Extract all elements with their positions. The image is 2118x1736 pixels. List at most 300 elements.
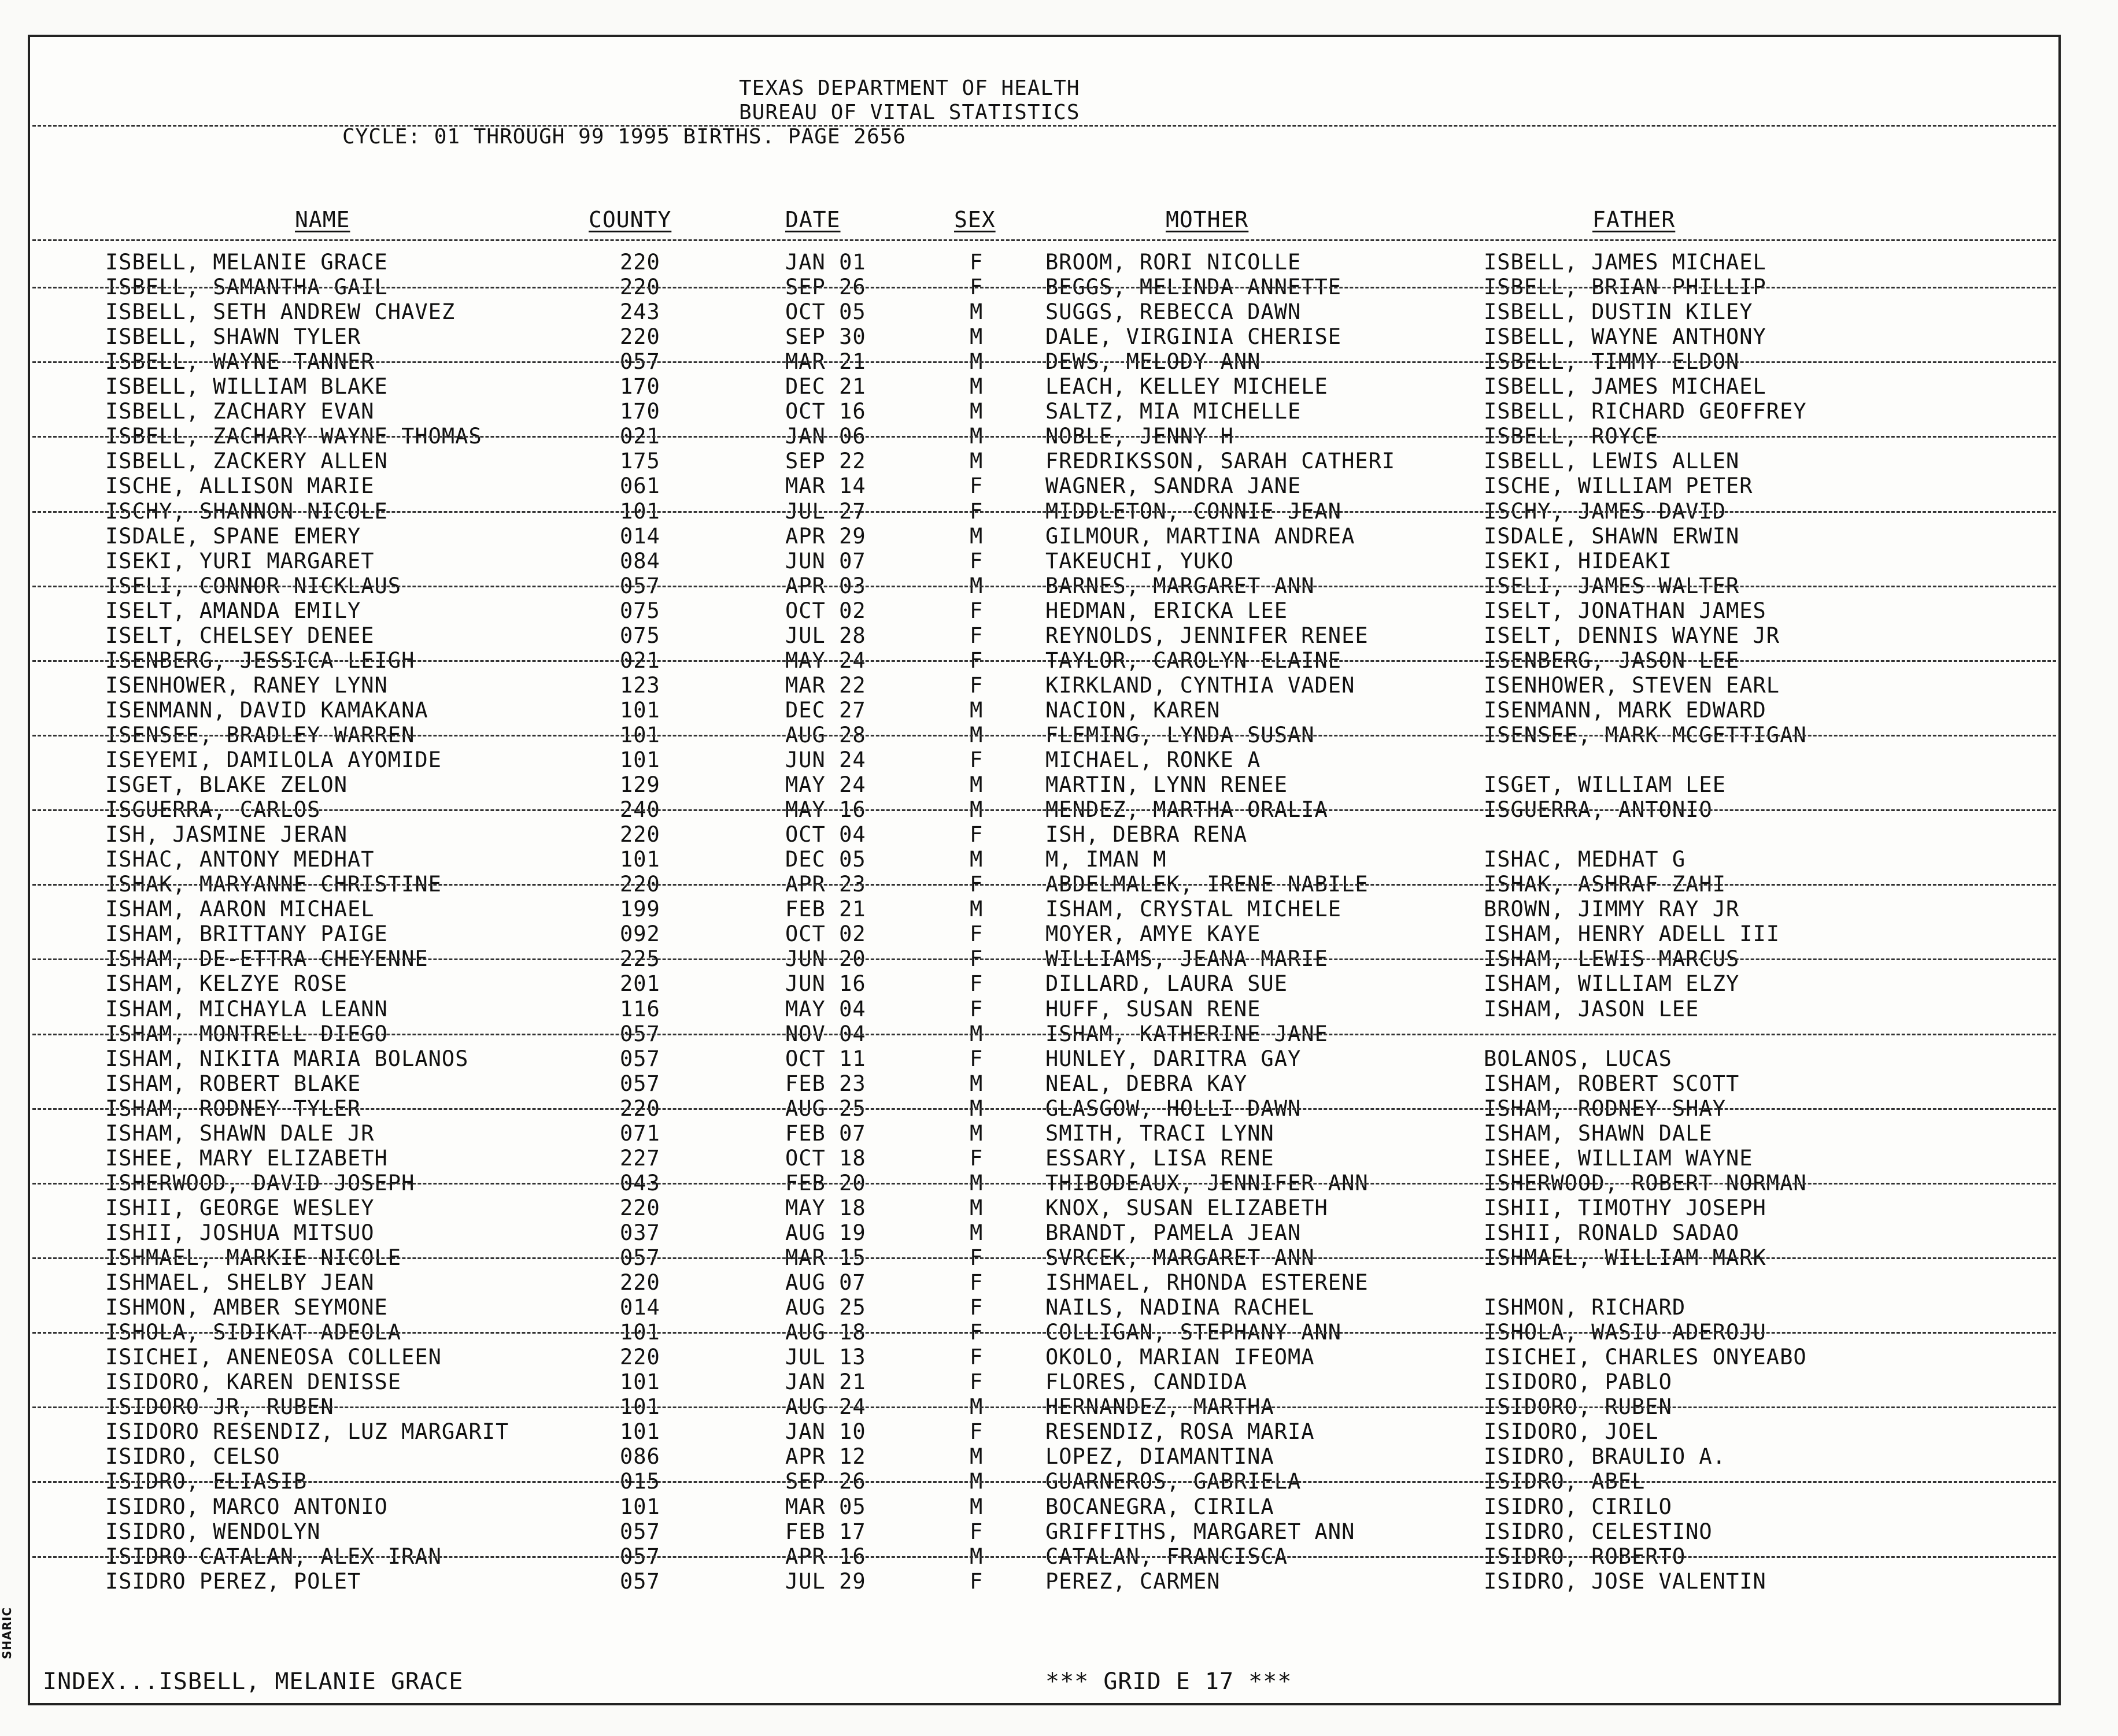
cell-sex: M: [970, 1394, 984, 1420]
cell-name: ISHAM, MONTRELL DIEGO: [105, 1021, 388, 1046]
cell-date: JAN 06: [785, 424, 866, 449]
cell-date: MAR 14: [785, 473, 866, 499]
table-row: [30, 324, 2058, 349]
cell-mother: GLASGOW, HOLLI DAWN: [1045, 1095, 1302, 1121]
cell-date: OCT 04: [785, 822, 866, 847]
column-header-divider: [32, 239, 2056, 241]
table-row: [30, 549, 2058, 573]
cell-county: 220: [620, 872, 660, 897]
cell-mother: KIRKLAND, CYNTHIA VADEN: [1045, 672, 1355, 698]
cell-name: ISBELL, SAMANTHA GAIL: [105, 275, 388, 300]
cell-mother: MOYER, AMYE KAYE: [1045, 921, 1261, 947]
cell-name: ISHAM, NIKITA MARIA BOLANOS: [105, 1046, 469, 1071]
cell-date: MAR 15: [785, 1245, 866, 1270]
cell-name: ISENBERG, JESSICA LEIGH: [105, 647, 415, 673]
cell-name: ISELI, CONNOR NICKLAUS: [105, 573, 402, 598]
cell-county: 057: [620, 1543, 660, 1569]
cell-mother: GILMOUR, MARTINA ANDREA: [1045, 523, 1355, 549]
cell-name: ISHMAEL, MARKIE NICOLE: [105, 1245, 402, 1270]
row-divider: [32, 884, 2056, 886]
cell-name: ISCHY, SHANNON NICOLE: [105, 498, 388, 524]
column-header-date: DATE: [785, 207, 841, 232]
cell-father: ISIDRO, BRAULIO A.: [1484, 1444, 1726, 1470]
cell-date: JUN 16: [785, 971, 866, 997]
cell-mother: ABDELMALEK, IRENE NABILE: [1045, 872, 1369, 897]
cell-county: 101: [620, 1394, 660, 1420]
cell-name: ISGET, BLAKE ZELON: [105, 772, 348, 798]
cell-date: JAN 21: [785, 1369, 866, 1395]
cell-county: 243: [620, 299, 660, 325]
cell-name: ISIDORO RESENDIZ, LUZ MARGARIT: [105, 1419, 509, 1445]
table-row: [30, 1295, 2058, 1320]
cell-father: ISCHE, WILLIAM PETER: [1484, 473, 1753, 499]
cell-sex: F: [970, 473, 984, 499]
cell-name: ISHAC, ANTONY MEDHAT: [105, 847, 375, 872]
cell-mother: BROOM, RORI NICOLLE: [1045, 250, 1302, 275]
cell-father: ISBELL, JAMES MICHAEL: [1484, 374, 1766, 399]
cell-sex: M: [970, 847, 984, 872]
cell-mother: SVRCEK, MARGARET ANN: [1045, 1245, 1315, 1270]
cell-mother: ESSARY, LISA RENE: [1045, 1145, 1274, 1171]
cell-father: ISHERWOOD, ROBERT NORMAN: [1484, 1170, 1807, 1195]
cell-county: 014: [620, 523, 660, 549]
cell-mother: ISH, DEBRA RENA: [1045, 822, 1248, 847]
cell-date: MAY 24: [785, 772, 866, 798]
cell-name: ISHMAEL, SHELBY JEAN: [105, 1270, 375, 1295]
cell-father: ISBELL, JAMES MICHAEL: [1484, 250, 1766, 275]
cell-mother: FLEMING, LYNDA SUSAN: [1045, 722, 1315, 747]
cell-name: ISHAM, AARON MICHAEL: [105, 897, 375, 922]
cell-date: APR 12: [785, 1444, 866, 1470]
cell-father: ISIDORO, JOEL: [1484, 1419, 1659, 1445]
cell-sex: F: [970, 548, 984, 573]
row-divider: [32, 436, 2056, 438]
cell-date: FEB 21: [785, 897, 866, 922]
cell-sex: M: [970, 1494, 984, 1519]
cell-date: FEB 07: [785, 1120, 866, 1146]
cell-father: ISELT, JONATHAN JAMES: [1484, 598, 1766, 623]
table-row: [30, 897, 2058, 921]
cell-date: AUG 07: [785, 1270, 866, 1295]
cell-sex: F: [970, 971, 984, 997]
cell-name: ISGUERRA, CARLOS: [105, 797, 321, 823]
cell-name: ISIDORO JR, RUBEN: [105, 1394, 334, 1420]
cell-mother: MENDEZ, MARTHA ORALIA: [1045, 797, 1328, 823]
cell-father: ISHAM, SHAWN DALE: [1484, 1120, 1713, 1146]
cell-county: 075: [620, 623, 660, 648]
cell-mother: TAYLOR, CAROLYN ELAINE: [1045, 647, 1342, 673]
cell-date: SEP 30: [785, 324, 866, 350]
cell-county: 116: [620, 996, 660, 1021]
cell-county: 057: [620, 1519, 660, 1544]
cell-father: ISHMAEL, WILLIAM MARK: [1484, 1245, 1766, 1270]
cell-date: DEC 27: [785, 697, 866, 723]
cell-father: ISIDRO, ROBERTO: [1484, 1543, 1686, 1569]
cell-name: ISHMON, AMBER SEYMONE: [105, 1295, 388, 1320]
cell-sex: F: [970, 1369, 984, 1395]
row-divider: [32, 1406, 2056, 1408]
cell-mother: DILLARD, LAURA SUE: [1045, 971, 1288, 997]
cell-name: ISHEE, MARY ELIZABETH: [105, 1145, 388, 1171]
cell-date: JUL 28: [785, 623, 866, 648]
cell-date: APR 03: [785, 573, 866, 598]
cell-county: 225: [620, 946, 660, 972]
cell-sex: M: [970, 1120, 984, 1146]
cell-father: ISENMANN, MARK EDWARD: [1484, 697, 1766, 723]
column-header-mother: MOTHER: [1166, 207, 1249, 232]
cell-mother: MIDDLETON, CONNIE JEAN: [1045, 498, 1342, 524]
cell-county: 057: [620, 1021, 660, 1046]
cell-father: ISIDRO, ABEL: [1484, 1469, 1646, 1494]
table-row: [30, 1270, 2058, 1295]
cell-county: 021: [620, 647, 660, 673]
cell-sex: M: [970, 897, 984, 922]
cell-mother: NAILS, NADINA RACHEL: [1045, 1295, 1315, 1320]
cell-sex: M: [970, 399, 984, 424]
cell-county: 170: [620, 399, 660, 424]
cell-sex: F: [970, 946, 984, 972]
cell-sex: M: [970, 722, 984, 747]
header-bureau: BUREAU OF VITAL STATISTICS: [739, 101, 1080, 124]
cell-father: ISELI, JAMES WALTER: [1484, 573, 1740, 598]
cell-father: ISHAM, LEWIS MARCUS: [1484, 946, 1740, 972]
cell-father: ISENSEE, MARK MCGETTIGAN: [1484, 722, 1807, 747]
cell-name: ISBELL, ZACHARY EVAN: [105, 399, 375, 424]
cell-father: BOLANOS, LUCAS: [1484, 1046, 1672, 1071]
cell-sex: F: [970, 647, 984, 673]
cell-county: 220: [620, 324, 660, 350]
cell-mother: MARTIN, LYNN RENEE: [1045, 772, 1288, 798]
cell-mother: TAKEUCHI, YUKO: [1045, 548, 1234, 573]
cell-county: 071: [620, 1120, 660, 1146]
cell-name: ISBELL, MELANIE GRACE: [105, 250, 388, 275]
cell-county: 092: [620, 921, 660, 947]
cell-county: 075: [620, 598, 660, 623]
cell-mother: BARNES, MARGARET ANN: [1045, 573, 1315, 598]
table-row: [30, 997, 2058, 1021]
cell-mother: BOCANEGRA, CIRILA: [1045, 1494, 1274, 1519]
cell-mother: SUGGS, REBECCA DAWN: [1045, 299, 1302, 325]
cell-mother: HERNANDEZ, MARTHA: [1045, 1394, 1274, 1420]
cell-sex: F: [970, 1046, 984, 1071]
cell-father: ISHII, RONALD SADAO: [1484, 1220, 1740, 1245]
cell-sex: M: [970, 299, 984, 325]
cell-date: JAN 10: [785, 1419, 866, 1445]
cell-sex: F: [970, 1345, 984, 1370]
cell-county: 101: [620, 1320, 660, 1345]
table-row: [30, 1071, 2058, 1096]
cell-county: 220: [620, 1195, 660, 1220]
cell-date: AUG 19: [785, 1220, 866, 1245]
cell-father: ISIDRO, JOSE VALENTIN: [1484, 1568, 1766, 1594]
cell-mother: ISHAM, CRYSTAL MICHELE: [1045, 897, 1342, 922]
row-divider: [32, 1108, 2056, 1110]
cell-name: ISENHOWER, RANEY LYNN: [105, 672, 388, 698]
column-header-name: NAME: [295, 207, 350, 232]
cell-county: 101: [620, 747, 660, 772]
cell-father: ISIDORO, RUBEN: [1484, 1394, 1672, 1420]
cell-sex: F: [970, 672, 984, 698]
table-row: [30, 847, 2058, 872]
cell-name: ISENMANN, DAVID KAMAKANA: [105, 697, 428, 723]
row-divider: [32, 660, 2056, 662]
cell-father: ISHEE, WILLIAM WAYNE: [1484, 1145, 1753, 1171]
cell-date: OCT 05: [785, 299, 866, 325]
cell-mother: REYNOLDS, JENNIFER RENEE: [1045, 623, 1369, 648]
table-row: [30, 822, 2058, 847]
cell-county: 170: [620, 374, 660, 399]
cell-sex: M: [970, 1444, 984, 1470]
table-row: [30, 1419, 2058, 1444]
printout-page: [28, 35, 2061, 1705]
cell-date: AUG 25: [785, 1295, 866, 1320]
cell-sex: F: [970, 1295, 984, 1320]
cell-sex: F: [970, 1320, 984, 1345]
cell-mother: ISHAM, KATHERINE JANE: [1045, 1021, 1328, 1046]
cell-father: ISBELL, TIMMY ELDON: [1484, 349, 1740, 375]
table-row: [30, 473, 2058, 498]
table-row: [30, 971, 2058, 996]
cell-date: JUN 24: [785, 747, 866, 772]
cell-name: ISHAM, SHAWN DALE JR: [105, 1120, 375, 1146]
cell-date: APR 16: [785, 1543, 866, 1569]
cell-date: DEC 05: [785, 847, 866, 872]
table-row: [30, 623, 2058, 648]
cell-name: ISIDRO, WENDOLYN: [105, 1519, 321, 1544]
cell-name: ISHII, JOSHUA MITSUO: [105, 1220, 375, 1245]
cell-name: ISHAM, DE-ETTRA CHEYENNE: [105, 946, 428, 972]
cell-sex: F: [970, 598, 984, 623]
cell-name: ISBELL, ZACHARY WAYNE THOMAS: [105, 424, 482, 449]
cell-date: MAY 16: [785, 797, 866, 823]
table-row: [30, 772, 2058, 797]
table-row: [30, 524, 2058, 549]
cell-date: SEP 22: [785, 449, 866, 474]
cell-county: 101: [620, 1494, 660, 1519]
cell-county: 057: [620, 1046, 660, 1071]
cell-sex: F: [970, 872, 984, 897]
cell-mother: FLORES, CANDIDA: [1045, 1369, 1248, 1395]
table-row: [30, 673, 2058, 698]
cell-date: MAR 22: [785, 672, 866, 698]
cell-county: 057: [620, 1071, 660, 1096]
row-divider: [32, 809, 2056, 811]
table-row: [30, 299, 2058, 324]
cell-mother: COLLIGAN, STEPHANY ANN: [1045, 1320, 1342, 1345]
cell-name: ISHAM, MICHAYLA LEANN: [105, 996, 388, 1021]
cell-name: ISBELL, SHAWN TYLER: [105, 324, 361, 350]
cell-sex: F: [970, 1270, 984, 1295]
cell-mother: MICHAEL, RONKE A: [1045, 747, 1261, 772]
cell-name: ISICHEI, ANENEOSA COLLEEN: [105, 1345, 442, 1370]
cell-father: ISIDORO, PABLO: [1484, 1369, 1672, 1395]
cell-sex: M: [970, 1469, 984, 1494]
cell-sex: M: [970, 349, 984, 375]
cell-county: 037: [620, 1220, 660, 1245]
cell-name: ISIDRO, CELSO: [105, 1444, 280, 1470]
table-row: [30, 598, 2058, 623]
cell-name: ISHII, GEORGE WESLEY: [105, 1195, 375, 1220]
cell-date: MAR 05: [785, 1494, 866, 1519]
cell-mother: SALTZ, MIA MICHELLE: [1045, 399, 1302, 424]
row-divider: [32, 287, 2056, 288]
cell-father: ISBELL, RICHARD GEOFFREY: [1484, 399, 1807, 424]
table-row: [30, 1569, 2058, 1594]
row-divider: [32, 1481, 2056, 1483]
cell-date: FEB 23: [785, 1071, 866, 1096]
cell-father: ISIDRO, CIRILO: [1484, 1494, 1672, 1519]
cell-county: 057: [620, 349, 660, 375]
table-row: [30, 1519, 2058, 1544]
cell-county: 240: [620, 797, 660, 823]
cell-date: FEB 20: [785, 1170, 866, 1195]
cell-father: ISELT, DENNIS WAYNE JR: [1484, 623, 1780, 648]
cell-date: JUN 20: [785, 946, 866, 972]
row-divider: [32, 586, 2056, 587]
cell-father: ISHOLA, WASIU ADEROJU: [1484, 1320, 1766, 1345]
cell-county: 101: [620, 847, 660, 872]
cell-name: ISCHE, ALLISON MARIE: [105, 473, 375, 499]
cell-mother: OKOLO, MARIAN IFEOMA: [1045, 1345, 1315, 1370]
cell-date: OCT 18: [785, 1145, 866, 1171]
cell-date: APR 23: [785, 872, 866, 897]
cell-name: ISIDRO CATALAN, ALEX IRAN: [105, 1543, 442, 1569]
cell-sex: F: [970, 498, 984, 524]
table-row: [30, 1146, 2058, 1171]
cell-sex: M: [970, 449, 984, 474]
cell-name: ISHERWOOD, DAVID JOSEPH: [105, 1170, 415, 1195]
table-row: [30, 1345, 2058, 1369]
cell-mother: LEACH, KELLEY MICHELE: [1045, 374, 1328, 399]
cell-sex: M: [970, 1170, 984, 1195]
cell-sex: M: [970, 1195, 984, 1220]
cell-county: 061: [620, 473, 660, 499]
row-divider: [32, 735, 2056, 736]
row-divider: [32, 1556, 2056, 1558]
cell-sex: M: [970, 797, 984, 823]
cell-date: JUL 27: [785, 498, 866, 524]
cell-name: ISIDRO PEREZ, POLET: [105, 1568, 361, 1594]
cell-name: ISH, JASMINE JERAN: [105, 822, 348, 847]
cell-county: 021: [620, 424, 660, 449]
cell-father: ISHAC, MEDHAT G: [1484, 847, 1686, 872]
row-divider: [32, 361, 2056, 363]
cell-father: ISCHY, JAMES DAVID: [1484, 498, 1726, 524]
row-divider: [32, 1257, 2056, 1259]
row-divider: [32, 958, 2056, 960]
cell-father: ISGET, WILLIAM LEE: [1484, 772, 1726, 798]
cell-sex: F: [970, 1419, 984, 1445]
header-divider-top: [32, 125, 2056, 127]
cell-father: ISHII, TIMOTHY JOSEPH: [1484, 1195, 1766, 1220]
cell-father: ISBELL, ROYCE: [1484, 424, 1659, 449]
cell-sex: F: [970, 747, 984, 772]
table-row: [30, 1195, 2058, 1220]
row-divider: [32, 1183, 2056, 1185]
cell-mother: GUARNEROS, GABRIELA: [1045, 1469, 1302, 1494]
table-row: [30, 1121, 2058, 1146]
header-cycle: CYCLE: 01 THROUGH 99 1995 BIRTHS. PAGE 2656: [342, 125, 906, 149]
cell-name: ISBELL, WAYNE TANNER: [105, 349, 375, 375]
table-row: [30, 921, 2058, 946]
cell-county: 220: [620, 250, 660, 275]
table-row: [30, 1369, 2058, 1394]
cell-mother: BRANDT, PAMELA JEAN: [1045, 1220, 1302, 1245]
cell-mother: WILLIAMS, JEANA MARIE: [1045, 946, 1328, 972]
cell-mother: THIBODEAUX, JENNIFER ANN: [1045, 1170, 1369, 1195]
table-row: [30, 449, 2058, 473]
cell-sex: M: [970, 424, 984, 449]
cell-father: ISENHOWER, STEVEN EARL: [1484, 672, 1780, 698]
cell-county: 101: [620, 1369, 660, 1395]
cell-mother: HEDMAN, ERICKA LEE: [1045, 598, 1288, 623]
table-row: [30, 1444, 2058, 1469]
cell-mother: PEREZ, CARMEN: [1045, 1568, 1221, 1594]
cell-county: 199: [620, 897, 660, 922]
footer-grid: *** GRID E 17 ***: [1045, 1668, 1292, 1695]
cell-county: 086: [620, 1444, 660, 1470]
cell-name: ISDALE, SPANE EMERY: [105, 523, 361, 549]
cell-sex: F: [970, 1568, 984, 1594]
side-label: SHARIC: [0, 1607, 14, 1659]
cell-father: ISHAM, RODNEY SHAY: [1484, 1095, 1726, 1121]
cell-sex: F: [970, 275, 984, 300]
table-row: [30, 698, 2058, 723]
table-row: [30, 399, 2058, 424]
cell-sex: F: [970, 623, 984, 648]
cell-sex: F: [970, 996, 984, 1021]
cell-name: ISIDORO, KAREN DENISSE: [105, 1369, 402, 1395]
cell-date: JUL 29: [785, 1568, 866, 1594]
cell-county: 220: [620, 822, 660, 847]
cell-county: 123: [620, 672, 660, 698]
cell-sex: F: [970, 822, 984, 847]
cell-date: SEP 26: [785, 275, 866, 300]
cell-date: JUL 13: [785, 1345, 866, 1370]
cell-name: ISHAM, RODNEY TYLER: [105, 1095, 361, 1121]
cell-county: 220: [620, 1270, 660, 1295]
cell-mother: NOBLE, JENNY H: [1045, 424, 1234, 449]
cell-mother: HUNLEY, DARITRA GAY: [1045, 1046, 1302, 1071]
column-header-sex: SEX: [954, 207, 996, 232]
cell-mother: BEGGS, MELINDA ANNETTE: [1045, 275, 1342, 300]
cell-sex: F: [970, 1519, 984, 1544]
cell-father: ISGUERRA, ANTONIO: [1484, 797, 1713, 823]
row-divider: [32, 511, 2056, 513]
cell-county: 084: [620, 548, 660, 573]
column-header-county: COUNTY: [589, 207, 672, 232]
cell-name: ISEYEMI, DAMILOLA AYOMIDE: [105, 747, 442, 772]
cell-county: 220: [620, 1345, 660, 1370]
cell-county: 220: [620, 1095, 660, 1121]
cell-name: ISENSEE, BRADLEY WARREN: [105, 722, 415, 747]
cell-mother: KNOX, SUSAN ELIZABETH: [1045, 1195, 1328, 1220]
cell-county: 014: [620, 1295, 660, 1320]
table-row: [30, 374, 2058, 399]
cell-mother: RESENDIZ, ROSA MARIA: [1045, 1419, 1315, 1445]
column-header-father: FATHER: [1592, 207, 1676, 232]
cell-father: BROWN, JIMMY RAY JR: [1484, 897, 1740, 922]
cell-mother: CATALAN, FRANCISCA: [1045, 1543, 1288, 1569]
cell-county: 043: [620, 1170, 660, 1195]
cell-county: 015: [620, 1469, 660, 1494]
cell-father: ISENBERG, JASON LEE: [1484, 647, 1740, 673]
cell-name: ISHAM, ROBERT BLAKE: [105, 1071, 361, 1096]
cell-date: AUG 24: [785, 1394, 866, 1420]
cell-name: ISIDRO, ELIASIB: [105, 1469, 308, 1494]
cell-mother: WAGNER, SANDRA JANE: [1045, 473, 1302, 499]
cell-date: NOV 04: [785, 1021, 866, 1046]
